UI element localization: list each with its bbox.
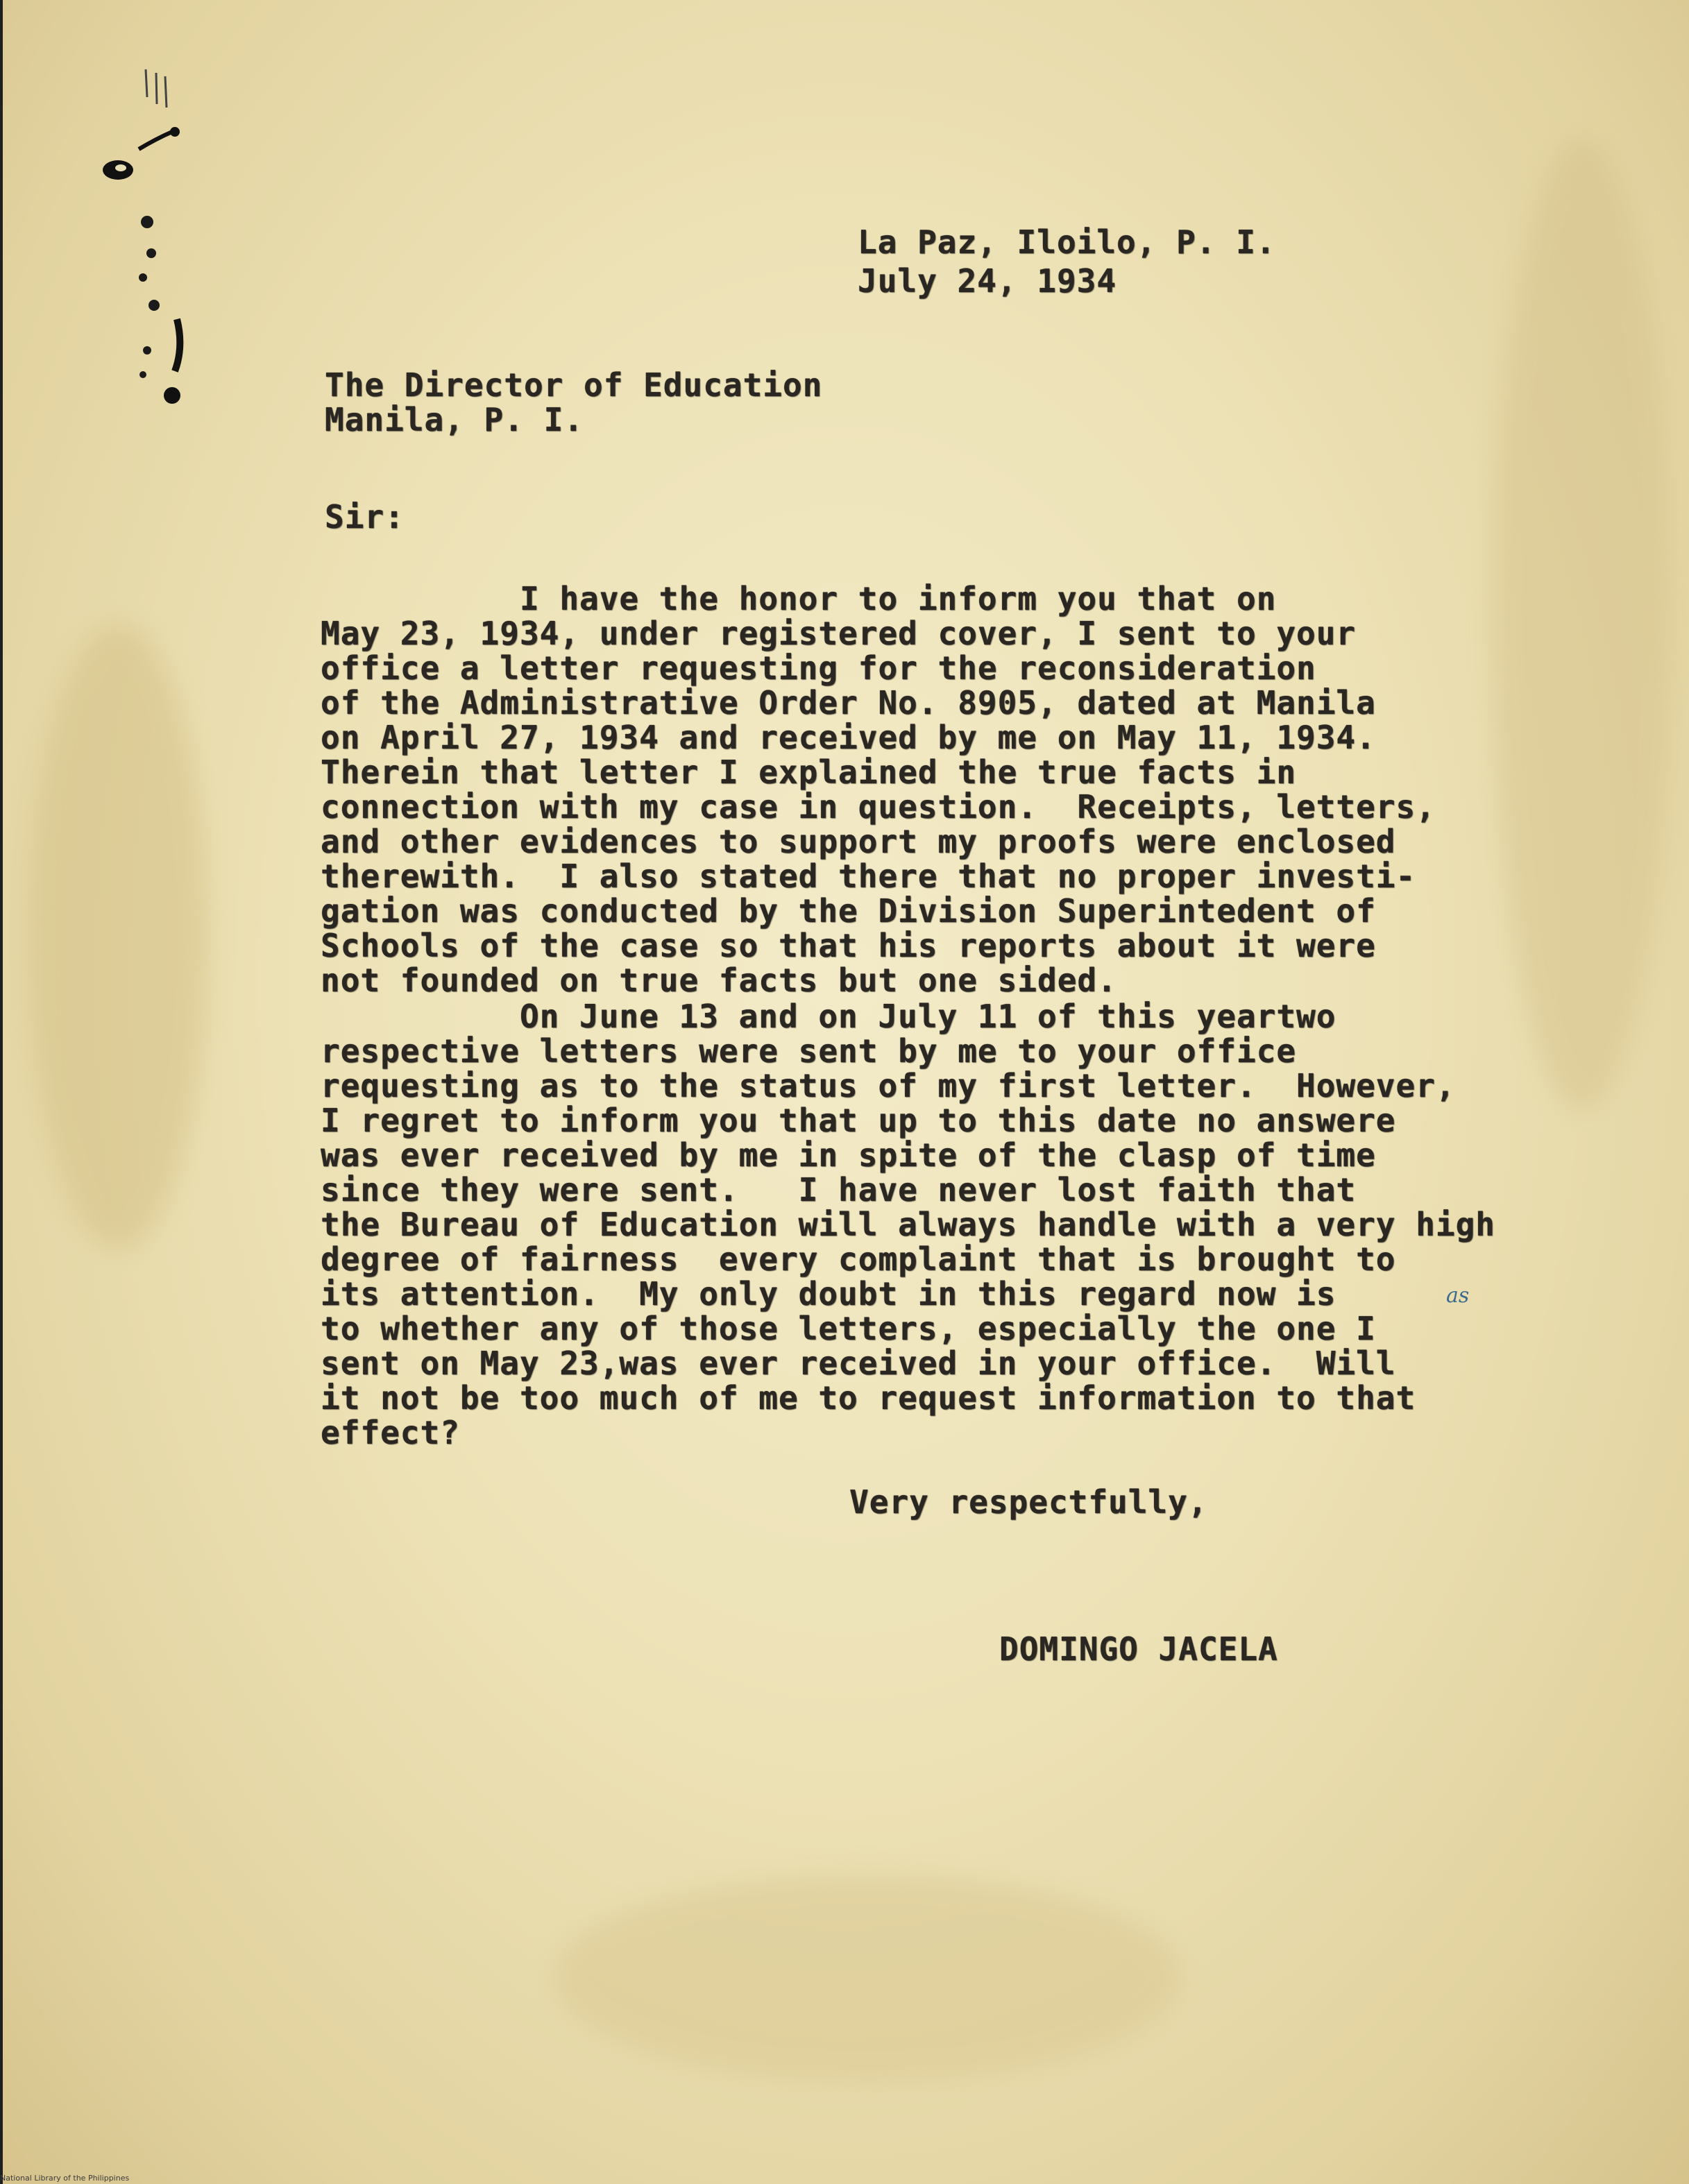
body-line: therewith. I also stated there that no proper investi-: [321, 858, 1416, 895]
body-line: gation was conducted by the Division Superintedent of: [321, 892, 1376, 930]
signature-name: DOMINGO JACELA: [999, 1630, 1278, 1668]
body-line: Schools of the case so that his reports about it were: [321, 927, 1376, 964]
body-line: I have the honor to inform you that on: [321, 580, 1277, 617]
closing: Very respectfully,: [849, 1483, 1208, 1521]
body-line: Therein that letter I explained the true facts in: [321, 753, 1297, 791]
body-line: On June 13 and on July 11 of this yeartwo: [321, 998, 1336, 1035]
body-line: connection with my case in question. Receipts, letters,: [321, 788, 1436, 826]
body-line: not founded on true facts but one sided.: [321, 962, 1117, 999]
letter-date: July 24, 1934: [858, 262, 1117, 300]
body-line: office a letter requesting for the reconsideration: [321, 649, 1316, 687]
body-line: effect?: [321, 1414, 460, 1451]
body-line: and other evidences to support my proofs were enclosed: [321, 823, 1396, 860]
body-line: was ever received by me in spite of the clasp of time: [321, 1136, 1376, 1174]
handwritten-annotation: as: [1446, 1283, 1470, 1308]
body-line: its attention. My only doubt in this regard now is: [321, 1275, 1336, 1313]
paper-stain: [28, 624, 208, 1249]
body-line: on April 27, 1934 and received by me on May 11, 1934.: [321, 719, 1376, 756]
recipient-title: The Director of Education: [325, 366, 823, 404]
archive-footer: National Library of the Philippines: [0, 2174, 130, 2183]
body-line: May 23, 1934, under registered cover, I sent to your: [321, 615, 1357, 652]
body-line: it not be too much of me to request information to that: [321, 1379, 1416, 1417]
scan-edge: [0, 0, 3, 2184]
body-line: I regret to inform you that up to this date no answere: [321, 1102, 1396, 1139]
letterhead-place: La Paz, Iloilo, P. I.: [858, 223, 1276, 261]
body-line: the Bureau of Education will always handle with a very high: [321, 1206, 1495, 1243]
paper-stain: [555, 1873, 1180, 2081]
recipient-location: Manila, P. I.: [325, 401, 584, 438]
binder-hole-marks: [90, 56, 229, 416]
body-line: degree of fairness every complaint that is brought to: [321, 1240, 1396, 1278]
body-line: of the Administrative Order No. 8905, dated at Manila: [321, 684, 1376, 722]
salutation: Sir:: [325, 498, 405, 536]
body-line: to whether any of those letters, especially the one I: [321, 1310, 1376, 1347]
body-line: sent on May 23,was ever received in your office. Will: [321, 1345, 1396, 1382]
body-line: requesting as to the status of my first letter. However,: [321, 1067, 1456, 1104]
letter-body: [321, 581, 1570, 1483]
body-line: respective letters were sent by me to your office: [321, 1032, 1297, 1070]
body-line: since they were sent. I have never lost faith that: [321, 1171, 1357, 1209]
